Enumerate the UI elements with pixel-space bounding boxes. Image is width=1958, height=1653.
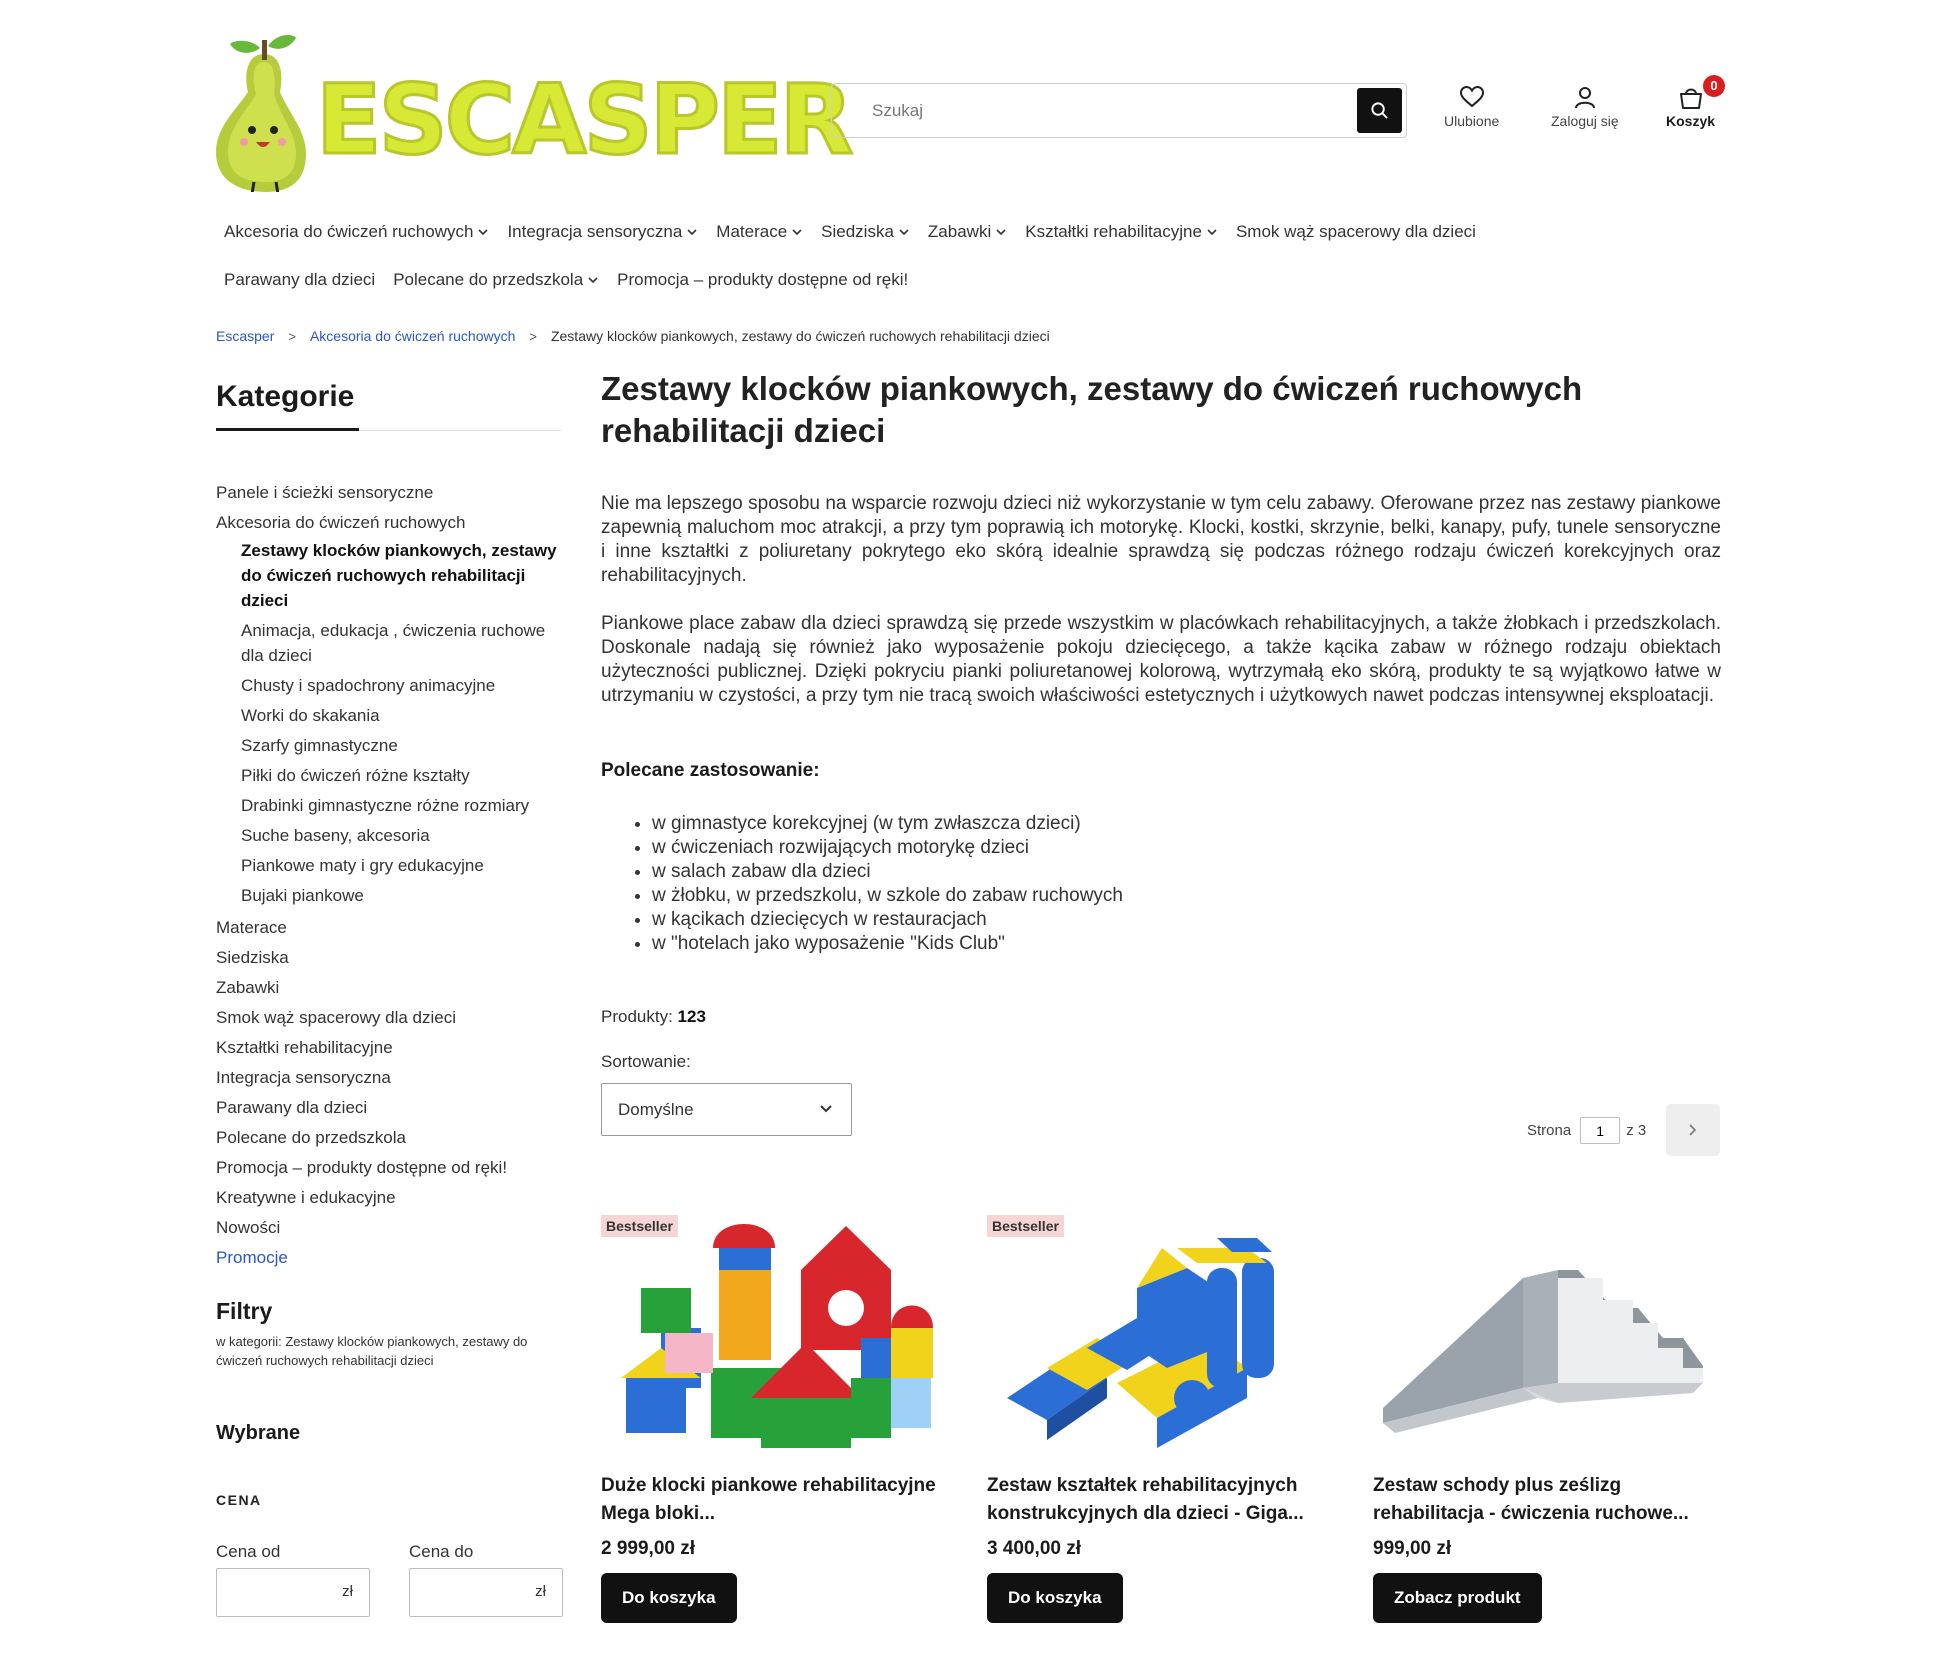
nav-item[interactable] <box>928 222 1007 242</box>
chevron-down-icon <box>819 1104 833 1114</box>
category-item[interactable]: Smok wąż spacerowy dla dzieci <box>216 1008 456 1027</box>
recommended-uses-title: Polecane zastosowanie: <box>601 760 820 781</box>
price-from-field <box>216 1568 370 1617</box>
category-item[interactable]: Promocje <box>216 1248 288 1267</box>
login-link[interactable] <box>1551 85 1619 129</box>
grey-stairs-slide-image <box>1373 1208 1708 1460</box>
subcategory-item[interactable]: Animacja, edukacja , ćwiczenia ruchowe dla dzieci <box>241 621 546 665</box>
nav-item[interactable] <box>224 270 375 290</box>
price-to-input[interactable] <box>410 1569 528 1616</box>
nav-item-label: Siedziska <box>821 222 894 241</box>
product-card[interactable] <box>601 1208 936 1623</box>
chevron-down-icon <box>686 226 698 238</box>
product-name[interactable]: Duże klocki piankowe rehabilitacyjne Mega bloki... <box>601 1475 936 1524</box>
subcategory-item[interactable]: Bujaki piankowe <box>241 886 364 905</box>
user-icon <box>1573 85 1597 109</box>
favorites-label: Ulubione <box>1444 113 1500 129</box>
products-count-label: Produkty: <box>601 1007 673 1026</box>
breadcrumb <box>216 328 1050 344</box>
description-paragraph-2: Piankowe place zabaw dla dzieci sprawdzą się przede wszystkim w placówkach rehabilitacyjnych, a także żłobkach i przedszkolach. Doskonale nadają się również jako wyposażenie pokoju dziecięcego, a także kącika zabaw w różnego rodzaju obiektach użyteczności publicznej. Dzięki pokryciu pianki poliuretanowej kolorową, wytrzymałą eko skórą, produkty te są wyjątkowo łatwe w utrzymaniu w czystości, a przy tym nie tracą swoich właściwości estetycznych i użytkowych nawet podczas intensywnej eksploatacji. <box>601 613 1721 706</box>
category-item[interactable]: Materace <box>216 918 287 937</box>
heart-icon <box>1459 85 1485 109</box>
breadcrumb-home[interactable]: Escasper <box>216 328 275 344</box>
chevron-down-icon <box>1206 226 1218 238</box>
page-label: Strona <box>1527 1122 1572 1139</box>
currency-label: zł <box>535 1583 546 1600</box>
pagination <box>1527 1117 1646 1144</box>
recommended-use-item: • w kącikach dziecięcych w restauracjach <box>652 908 1123 932</box>
subcategory-item[interactable]: Drabinki gimnastyczne różne rozmiary <box>241 796 530 815</box>
category-list <box>216 478 566 1273</box>
colorful-foam-blocks-image <box>601 1208 936 1460</box>
nav-item[interactable] <box>507 222 698 242</box>
category-item[interactable]: Promocja – produkty dostępne od ręki! <box>216 1158 508 1177</box>
nav-item-label: Zabawki <box>927 222 992 241</box>
nav-item-label: Akcesoria do ćwiczeń ruchowych <box>224 222 474 241</box>
price-to-field <box>409 1568 563 1617</box>
page-total: z 3 <box>1626 1122 1647 1139</box>
price-from-label: Cena od <box>216 1542 281 1561</box>
search-input[interactable] <box>832 84 1352 137</box>
nav-item[interactable] <box>716 222 803 242</box>
product-card[interactable] <box>987 1208 1322 1623</box>
bestseller-badge: Bestseller <box>601 1215 678 1237</box>
nav-item-label: Smok wąż spacerowy dla dzieci <box>1235 222 1476 241</box>
filters-title: Filtry <box>216 1298 273 1324</box>
login-label: Zaloguj się <box>1551 113 1619 129</box>
breadcrumb-current: Zestawy klocków piankowych, zestawy do ćwiczeń ruchowych rehabilitacji dzieci <box>550 328 1050 344</box>
nav-item-label: Kształtki rehabilitacyjne <box>1025 222 1202 241</box>
categories-divider-accent <box>216 428 359 431</box>
category-item[interactable]: Panele i ścieżki sensoryczne <box>216 483 434 502</box>
product-price: 999,00 zł <box>1373 1538 1452 1559</box>
price-filter-title: CENA <box>216 1492 262 1508</box>
recommended-use-item: • w ćwiczeniach rozwijających motorykę dzieci <box>652 836 1123 860</box>
category-item[interactable]: Parawany dla dzieci <box>216 1098 368 1117</box>
description-paragraph-1: Nie ma lepszego sposobu na wsparcie rozwoju dzieci niż wykorzystanie w tym celu zabawy. Oferowane przez nas zestawy piankowe zapewnią maluchom moc atrakcji, a przy tym poprawią ich motorykę. Klocki, kostki, skrzynie, belki, kanapy, pufy, tunele sensoryczne i inne kształtki z poliuretany pokrytego eko skórą idealnie sprawdzą się podczas różnego rodzaju ćwiczeń korekcyjnych oraz rehabilitacyjnych. <box>601 493 1721 586</box>
category-item[interactable]: Polecane do przedszkola <box>216 1128 406 1147</box>
breadcrumb-category[interactable]: Akcesoria do ćwiczeń ruchowych <box>309 328 516 344</box>
breadcrumb-separator-icon: > <box>529 328 537 344</box>
sort-selected-value: Domyślne <box>618 1100 694 1119</box>
bestseller-badge: Bestseller <box>987 1215 1064 1237</box>
recommended-use-item: • w żłobku, w przedszkolu, w szkole do zabaw ruchowych <box>652 884 1123 908</box>
categories-title: Kategorie <box>216 380 355 413</box>
nav-item-label: Integracja sensoryczna <box>507 222 683 241</box>
products-count <box>601 1007 706 1027</box>
product-price: 3 400,00 zł <box>987 1538 1082 1559</box>
nav-item-label: Promocja – produkty dostępne od ręki! <box>617 270 909 289</box>
nav-item[interactable] <box>1025 222 1218 242</box>
price-from-input[interactable] <box>217 1569 335 1616</box>
category-item[interactable]: Akcesoria do ćwiczeń ruchowych <box>216 513 466 532</box>
sort-select[interactable] <box>601 1083 852 1136</box>
category-item[interactable]: Kreatywne i edukacyjne <box>216 1188 396 1207</box>
category-item[interactable]: Siedziska <box>216 948 289 967</box>
nav-item-label: Polecane do przedszkola <box>393 270 584 289</box>
subcategory-item[interactable]: Chusty i spadochrony animacyjne <box>241 676 496 695</box>
view-product-button[interactable]: Zobacz produkt <box>1373 1573 1542 1623</box>
product-name[interactable]: Zestaw schody plus ześlizg rehabilitacja - ćwiczenia ruchowe... <box>1373 1475 1689 1524</box>
page-title: Zestawy klocków piankowych, zestawy do ćwiczeń ruchowych rehabilitacji dzieci <box>601 370 1583 449</box>
recommended-uses-list <box>652 812 1123 956</box>
nav-item[interactable] <box>1236 222 1476 242</box>
escasper-logo[interactable] <box>216 32 851 192</box>
nav-item[interactable] <box>821 222 910 242</box>
subcategory-item[interactable]: Piłki do ćwiczeń różne kształty <box>241 766 470 785</box>
category-item[interactable]: Integracja sensoryczna <box>216 1068 391 1087</box>
shopping-bag-icon <box>1678 85 1704 109</box>
product-price: 2 999,00 zł <box>601 1538 696 1559</box>
subcategory-item[interactable]: Piankowe maty i gry edukacyjne <box>241 856 484 875</box>
favorites-link[interactable] <box>1444 85 1499 129</box>
subcategory-item[interactable]: Worki do skakania <box>241 706 380 725</box>
search-button[interactable] <box>1357 88 1402 133</box>
price-to-label: Cena do <box>409 1542 474 1561</box>
filters-subtitle: w kategorii: Zestawy klocków piankowych, zestawy do ćwiczeń ruchowych rehabilitacji dzieci <box>216 1334 528 1368</box>
logo-wordmark: ESCASPER <box>316 64 851 176</box>
currency-label: zł <box>342 1583 353 1600</box>
search-bar <box>831 83 1407 138</box>
next-page-button[interactable] <box>1666 1104 1720 1156</box>
page-number-input[interactable] <box>1580 1117 1620 1144</box>
nav-item-label: Materace <box>716 222 788 241</box>
chevron-right-icon <box>1687 1123 1699 1137</box>
category-item[interactable]: Nowości <box>216 1218 281 1237</box>
selected-filters-title: Wybrane <box>216 1422 301 1444</box>
category-item[interactable]: Zabawki <box>216 978 280 997</box>
chevron-down-icon <box>995 226 1007 238</box>
chevron-down-icon <box>477 226 489 238</box>
recommended-use-item: • w "hotelach jako wyposażenie "Kids Club" <box>652 932 1123 956</box>
recommended-use-item: • w gimnastyce korekcyjnej (w tym zwłaszcza dzieci) <box>652 812 1123 836</box>
product-name[interactable]: Zestaw kształtek rehabilitacyjnych konstrukcyjnych dla dzieci - Giga... <box>987 1475 1304 1524</box>
cart-label: Koszyk <box>1666 113 1716 129</box>
add-to-cart-button[interactable]: Do koszyka <box>601 1573 737 1623</box>
main-nav-row-1 <box>224 222 1494 242</box>
subcategory-item[interactable]: Zestawy klocków piankowych, zestawy do ćwiczeń ruchowych rehabilitacji dzieci <box>241 541 557 610</box>
add-to-cart-button[interactable]: Do koszyka <box>987 1573 1123 1623</box>
product-image[interactable] <box>1373 1208 1708 1460</box>
category-item[interactable]: Kształtki rehabilitacyjne <box>216 1038 393 1057</box>
sort-label: Sortowanie: <box>601 1052 691 1071</box>
nav-item-label: Parawany dla dzieci <box>224 270 376 289</box>
nav-item[interactable] <box>224 222 489 242</box>
chevron-down-icon <box>791 226 803 238</box>
search-icon <box>1370 101 1389 120</box>
recommended-use-item: • w salach zabaw dla dzieci <box>652 860 1123 884</box>
subcategory-item[interactable]: Szarfy gimnastyczne <box>241 736 398 755</box>
product-card[interactable] <box>1373 1208 1708 1623</box>
chevron-down-icon <box>587 274 599 286</box>
product-image[interactable] <box>987 1208 1322 1460</box>
main-nav-row-2 <box>224 270 926 290</box>
product-image[interactable] <box>601 1208 936 1460</box>
blue-yellow-foam-set-image <box>987 1208 1322 1460</box>
subcategory-item[interactable]: Suche baseny, akcesoria <box>241 826 430 845</box>
products-count-value: 123 <box>677 1007 706 1026</box>
breadcrumb-separator-icon: > <box>288 328 296 344</box>
nav-item[interactable] <box>617 270 908 290</box>
chevron-down-icon <box>898 226 910 238</box>
cart-count-badge: 0 <box>1703 75 1725 97</box>
nav-item[interactable] <box>393 270 599 290</box>
